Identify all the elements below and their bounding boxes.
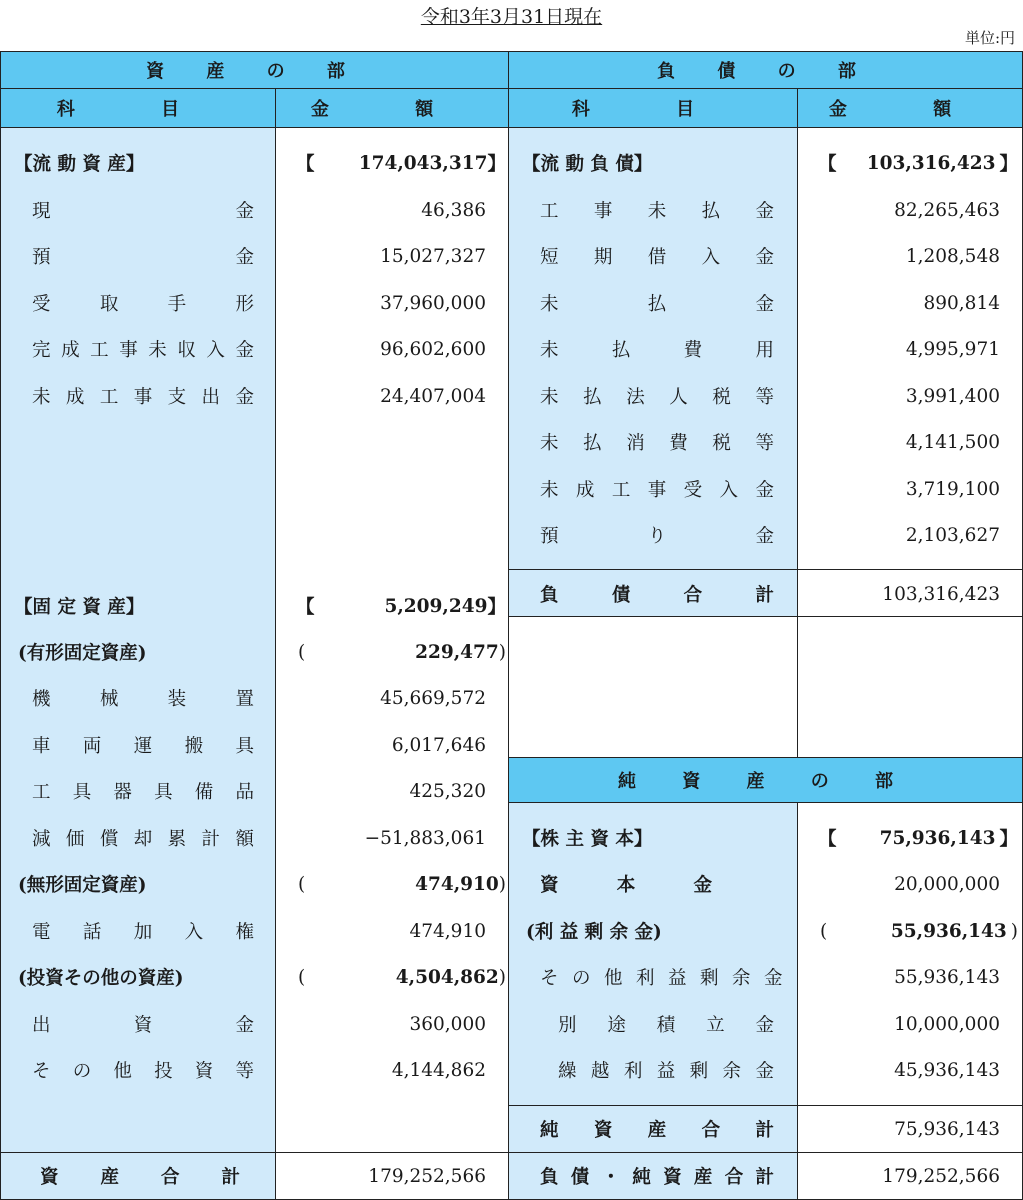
deposits-amount: 15,027,327 <box>380 245 486 267</box>
short-term-loans-amount: 1,208,548 <box>905 245 1000 267</box>
net-assets-total-label: 純 資 産 合 計 <box>540 1120 774 1141</box>
notes-receivable-label: 受 取 手 形 <box>32 294 254 315</box>
deposits-received-label: 預 り 金 <box>540 526 774 547</box>
retained-earnings-amount: ( 55,936,143 ) <box>820 920 1018 942</box>
capital-contribution-label: 出 資 金 <box>32 1015 254 1036</box>
empty-cell-left <box>508 616 798 758</box>
investments-label: (投資その他の資産) <box>18 968 184 989</box>
intangible-assets-label: (無形固定資産) <box>18 875 147 896</box>
accrued-expenses-amount: 4,995,971 <box>905 338 1000 360</box>
net-assets-section-header: 純 資 産 の 部 <box>508 757 1023 803</box>
consumption-taxes-payable-amount: 4,141,500 <box>905 431 1000 453</box>
capital-stock-label: 資 本 金 <box>540 875 712 896</box>
liabilities-total-amount: 103,316,423 <box>882 583 1000 605</box>
retained-earnings-carried-label: 繰 越 利 益 剰 余 金 <box>558 1061 774 1082</box>
uncompleted-work-expenditure-amount: 24,407,004 <box>380 385 486 407</box>
intangible-assets-amount: ( 474,910 ) <box>298 873 506 895</box>
uncompleted-work-expenditure-label: 未 成 工 事 支 出 金 <box>32 387 254 408</box>
current-assets-amount: 【 174,043,317 】 <box>296 152 506 175</box>
tangible-assets-label: (有形固定資産) <box>18 643 147 664</box>
investments-amount: ( 4,504,862 ) <box>298 966 506 988</box>
advances-received-amount: 3,719,100 <box>905 478 1000 500</box>
accrued-expenses-label: 未 払 費 用 <box>540 340 774 361</box>
accumulated-depreciation-amount: −51,883,061 <box>364 827 486 849</box>
other-retained-earnings-label: そ の 他 利 益 剰 余 金 <box>540 968 783 989</box>
grand-total-label: 負 債 ・ 純 資 産 合 計 <box>540 1167 774 1188</box>
general-reserve-amount: 10,000,000 <box>894 1013 1000 1035</box>
capital-contribution-amount: 360,000 <box>409 1013 486 1035</box>
completed-work-receivable-label: 完 成 工 事 未 収 入 金 <box>32 340 254 361</box>
current-liabilities-label: 【流 動 負 債】 <box>522 154 653 175</box>
current-liabilities-amount: 【 103,316,423 】 <box>818 152 1018 175</box>
other-investments-label: そ の 他 投 資 等 <box>32 1061 254 1082</box>
other-retained-earnings-amount: 55,936,143 <box>894 966 1000 988</box>
grand-total-amount: 179,252,566 <box>882 1165 1000 1187</box>
fixed-assets-amount: 【 5,209,249 】 <box>296 595 506 618</box>
liabilities-account-header: 科 目 <box>508 88 798 128</box>
tools-equipment-label: 工 具 器 具 備 品 <box>32 782 254 803</box>
notes-receivable-amount: 37,960,000 <box>380 292 486 314</box>
other-investments-amount: 4,144,862 <box>391 1059 486 1081</box>
report-date-title: 令和3年3月31日現在 <box>420 6 603 28</box>
deposits-received-amount: 2,103,627 <box>905 524 1000 546</box>
assets-total-amount: 179,252,566 <box>368 1165 486 1187</box>
assets-account-header: 科 目 <box>0 88 276 128</box>
retained-earnings-label: (利 益 剰 余 金) <box>526 922 662 943</box>
short-term-loans-label: 短 期 借 入 金 <box>540 247 774 268</box>
telephone-rights-amount: 474,910 <box>409 920 486 942</box>
net-assets-total-amount: 75,936,143 <box>894 1118 1000 1140</box>
accumulated-depreciation-label: 減 価 償 却 累 計 額 <box>32 829 254 850</box>
cash-label: 現 金 <box>32 201 254 222</box>
deposits-label: 預 金 <box>32 247 254 268</box>
income-taxes-payable-label: 未 払 法 人 税 等 <box>540 387 774 408</box>
consumption-taxes-payable-label: 未 払 消 費 税 等 <box>540 433 774 454</box>
liabilities-total-label: 負 債 合 計 <box>540 585 774 606</box>
accounts-payable-label: 未 払 金 <box>540 294 774 315</box>
assets-section-header: 資 産 の 部 <box>0 51 509 89</box>
completed-work-receivable-amount: 96,602,600 <box>380 338 486 360</box>
vehicles-label: 車 両 運 搬 具 <box>32 736 254 757</box>
retained-earnings-carried-amount: 45,936,143 <box>894 1059 1000 1081</box>
current-assets-label: 【流 動 資 産】 <box>14 154 145 175</box>
assets-amount-header: 金 額 <box>275 88 509 128</box>
liabilities-section-header: 負 債 の 部 <box>508 51 1023 89</box>
telephone-rights-label: 電 話 加 入 権 <box>32 922 254 943</box>
construction-payables-label: 工 事 未 払 金 <box>540 201 774 222</box>
tangible-assets-amount: ( 229,477 ) <box>298 641 506 663</box>
empty-cell-right <box>797 616 1023 758</box>
income-taxes-payable-amount: 3,991,400 <box>905 385 1000 407</box>
cash-amount: 46,386 <box>421 199 486 221</box>
machinery-amount: 45,669,572 <box>380 687 486 709</box>
assets-total-label: 資 産 合 計 <box>40 1167 240 1188</box>
advances-received-label: 未 成 工 事 受 入 金 <box>540 480 774 501</box>
unit-label: 単位:円 <box>964 29 1015 47</box>
tools-equipment-amount: 425,320 <box>409 780 486 802</box>
machinery-label: 機 械 装 置 <box>32 689 254 710</box>
shareholders-equity-label: 【株 主 資 本】 <box>522 829 653 850</box>
liabilities-amount-header: 金 額 <box>797 88 1023 128</box>
accounts-payable-amount: 890,814 <box>923 292 1000 314</box>
capital-stock-amount: 20,000,000 <box>894 873 1000 895</box>
shareholders-equity-amount: 【 75,936,143 】 <box>818 827 1018 850</box>
general-reserve-label: 別 途 積 立 金 <box>558 1015 774 1036</box>
vehicles-amount: 6,017,646 <box>391 734 486 756</box>
fixed-assets-label: 【固 定 資 産】 <box>14 597 145 618</box>
construction-payables-amount: 82,265,463 <box>894 199 1000 221</box>
